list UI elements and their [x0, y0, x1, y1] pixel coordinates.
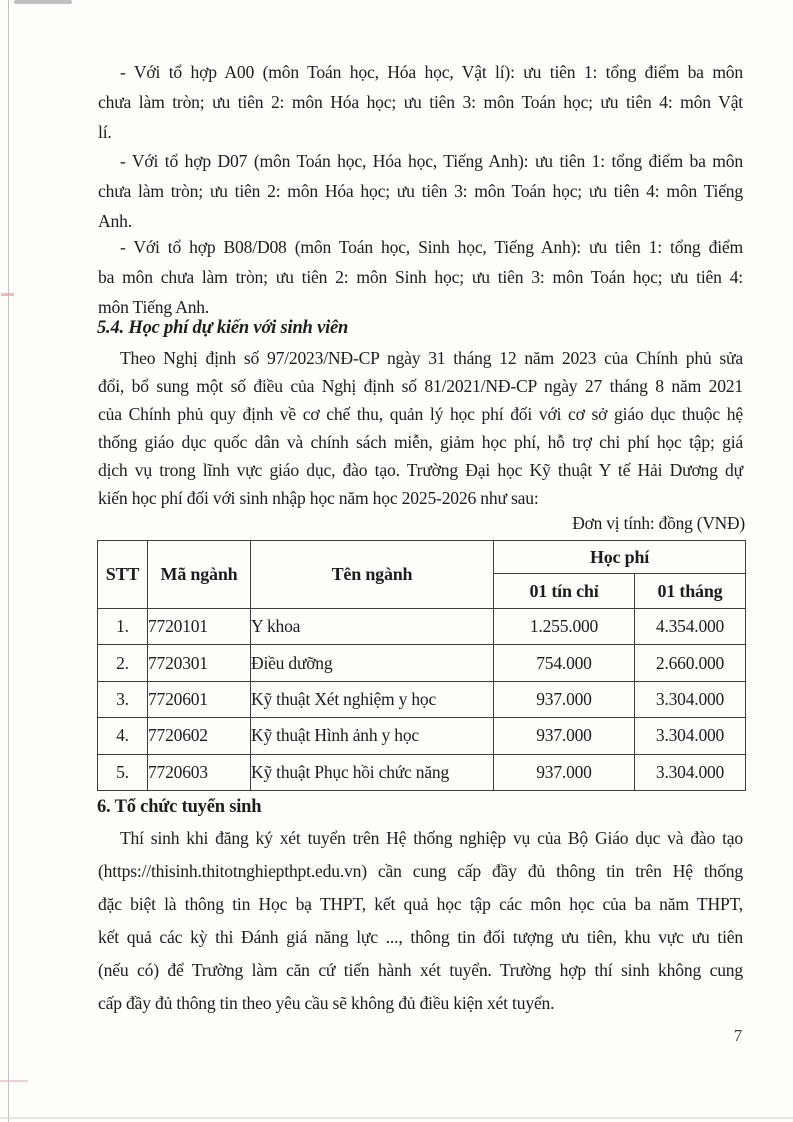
cell-fee-tin-chi: 937.000 — [494, 754, 635, 790]
paragraph-decree — [98, 344, 743, 512]
cell-stt: 5. — [98, 754, 148, 790]
cell-ma-nganh: 7720602 — [148, 718, 251, 754]
text-line: - Với tổ hợp D07 (môn Toán học, Hóa học, Tiếng Anh): ưu tiên 1: tổng điểm ba môn — [120, 151, 743, 171]
col-header-stt: STT — [98, 541, 148, 609]
scan-pink-mark — [0, 1080, 28, 1082]
cell-fee-thang: 4.354.000 — [635, 609, 746, 645]
section-heading-5-4: 5.4. Học phí dự kiến với sinh viên — [97, 318, 349, 338]
text-line: kết quả các kỳ thi Đánh giá năng lực ..., thông tin đối tượng ưu tiên, khu vực ưu tiên — [98, 927, 743, 947]
col-header-thang: 01 tháng — [635, 574, 746, 609]
table-row — [98, 609, 746, 645]
text-line: (https://thisinh.thitotnghiepthpt.edu.vn) cần cung cấp đầy đủ thông tin trên Hệ thống — [98, 861, 743, 881]
table-row — [98, 681, 746, 717]
cell-fee-thang: 2.660.000 — [635, 645, 746, 681]
col-header-hoc-phi: Học phí — [494, 541, 746, 574]
text-line: dịch vụ trong lĩnh vực giáo dục, đào tạo. Trường Đại học Kỹ thuật Y tế Hải Dương dự — [98, 460, 743, 480]
scan-top-smudge — [14, 0, 72, 4]
cell-ma-nganh: 7720601 — [148, 681, 251, 717]
text-line: ba môn chưa làm tròn; ưu tiên 2: môn Sinh học; ưu tiên 3: môn Toán học; ưu tiên 4: — [98, 267, 743, 287]
text-line: cấp đầy đủ thông tin theo yêu cầu sẽ không đủ điều kiện xét tuyển. — [98, 993, 555, 1013]
text-line: đổi, bổ sung một số điều của Nghị định số 81/2021/NĐ-CP ngày 27 tháng 8 năm 2021 — [98, 376, 743, 396]
table-row — [98, 718, 746, 754]
text-line: kiến học phí đối với sinh nhập học năm học 2025-2026 như sau: — [98, 488, 539, 508]
table-header — [98, 541, 746, 609]
paragraph-combo-d07 — [98, 146, 743, 236]
cell-fee-tin-chi: 937.000 — [494, 681, 635, 717]
section-heading-6: 6. Tổ chức tuyển sinh — [97, 797, 262, 817]
cell-ma-nganh: 7720101 — [148, 609, 251, 645]
scan-pink-mark — [1, 293, 14, 296]
text-line: - Với tổ hợp A00 (môn Toán học, Hóa học, Vật lí): ưu tiên 1: tổng điểm ba môn — [120, 62, 743, 82]
cell-fee-thang: 3.304.000 — [635, 718, 746, 754]
cell-ten-nganh: Y khoa — [251, 609, 494, 645]
cell-ma-nganh: 7720301 — [148, 645, 251, 681]
col-header-ten-nganh: Tên ngành — [251, 541, 494, 609]
cell-stt: 3. — [98, 681, 148, 717]
paragraph-combo-a00 — [98, 57, 743, 147]
text-line: lí. — [98, 122, 112, 142]
cell-ten-nganh: Kỹ thuật Hình ảnh y học — [251, 718, 494, 754]
cell-ma-nganh: 7720603 — [148, 754, 251, 790]
tuition-table — [97, 540, 746, 791]
text-line: chưa làm tròn; ưu tiên 2: môn Hóa học; ưu tiên 3: môn Toán học; ưu tiên 4: môn Tiếng — [98, 181, 743, 201]
text-line: của Chính phủ quy định về cơ chế thu, quản lý học phí đối với cơ sở giáo dục thuộc hệ — [98, 404, 743, 424]
cell-ten-nganh: Điều dưỡng — [251, 645, 494, 681]
col-header-ma-nganh: Mã ngành — [148, 541, 251, 609]
cell-stt: 1. — [98, 609, 148, 645]
text-line: Thí sinh khi đăng ký xét tuyển trên Hệ thống nghiệp vụ của Bộ Giáo dục và đào tạo — [120, 828, 743, 848]
text-line: môn Tiếng Anh. — [98, 297, 210, 317]
cell-fee-thang: 3.304.000 — [635, 754, 746, 790]
cell-ten-nganh: Kỹ thuật Xét nghiệm y học — [251, 681, 494, 717]
unit-note: Đơn vị tính: đồng (VNĐ) — [572, 513, 745, 533]
table-body — [98, 609, 746, 791]
text-line: Anh. — [98, 211, 132, 231]
scan-bottom-line — [0, 1117, 793, 1119]
paragraph-combo-b08-d08 — [98, 232, 743, 322]
paragraph-registration — [98, 822, 743, 1020]
text-line: Theo Nghị định số 97/2023/NĐ-CP ngày 31 tháng 12 năm 2023 của Chính phủ sửa — [120, 348, 743, 368]
table-row — [98, 754, 746, 790]
col-header-tin-chi: 01 tín chỉ — [494, 574, 635, 609]
cell-fee-thang: 3.304.000 — [635, 681, 746, 717]
text-line: chưa làm tròn; ưu tiên 2: môn Hóa học; ưu tiên 3: môn Toán học; ưu tiên 4: môn Vật — [98, 92, 743, 112]
cell-fee-tin-chi: 1.255.000 — [494, 609, 635, 645]
page-number: 7 — [733, 1026, 743, 1045]
cell-ten-nganh: Kỹ thuật Phục hồi chức năng — [251, 754, 494, 790]
text-line: đặc biệt là thông tin Học bạ THPT, kết quả học tập các môn học của ba năm THPT, — [98, 894, 743, 914]
text-line: (nếu có) để Trường làm căn cứ tiến hành xét tuyển. Trường hợp thí sinh không cung — [98, 960, 743, 980]
text-line: thống giáo dục quốc dân và chính sách miễn, giảm học phí, hỗ trợ chi phí học tập; giá — [98, 432, 743, 452]
cell-fee-tin-chi: 937.000 — [494, 718, 635, 754]
text-line: - Với tổ hợp B08/D08 (môn Toán học, Sinh học, Tiếng Anh): ưu tiên 1: tổng điểm — [120, 237, 743, 257]
cell-fee-tin-chi: 754.000 — [494, 645, 635, 681]
table-row — [98, 645, 746, 681]
scan-edge-line — [8, 0, 9, 1122]
cell-stt: 4. — [98, 718, 148, 754]
cell-stt: 2. — [98, 645, 148, 681]
